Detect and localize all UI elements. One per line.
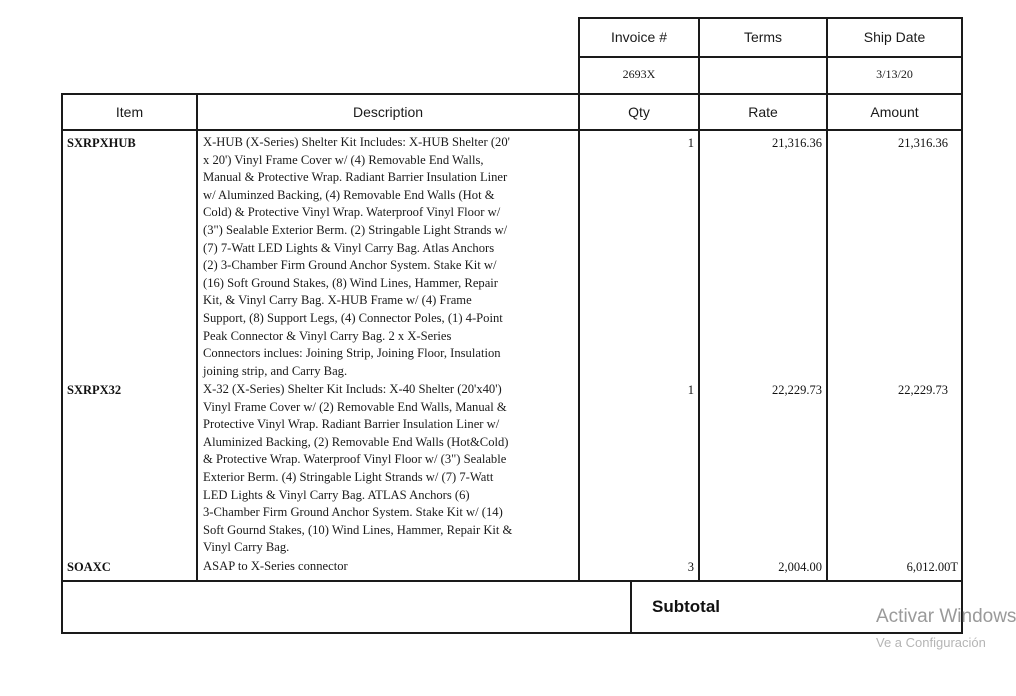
column-header-description: Description [352,104,424,120]
header-divider-2 [826,17,828,582]
row-1-description: X-HUB (X-Series) Shelter Kit Includes: X-HUB Shelter (20' x 20') Vinyl Frame Cover w/ (4) Removable End Walls, Manual & Protective Wrap. Radiant Barrier Insulation Liner w/ Aluminzed Backing, (4) Removable End Walls (Hot & Cold) & Protective Vinyl Wrap. Waterproof Vinyl Floor w/ (3") Sealable Exterior Berm. (2) Stringable Light Strands w/ (7) 7-Watt LED Lights & Vinyl Carry Bag. Atlas Anchors (2) 3-Chamber Firm Ground Anchor System. Stake Kit w/ (16) Soft Ground Stakes, (8) Wind Lines, Hammer, Repair Kit, & Vinyl Carry Bag. X-HUB Frame w/ (4) Frame Support, (8) Support Legs, (4) Connector Poles, (1) 4-Point Peak Connector & Vinyl Carry Bag. 2 x X-Series Connectors inclues: Joining Strip, Joining Floor, Insulation joining strip, and Carry Bag. [203,135,510,378]
table-left-border [61,93,63,634]
activation-watermark-title: Activar Windows [876,606,1016,627]
row-3-qty: 3 [687,560,694,574]
invoice-number-value: 2693X [622,67,656,81]
header-mid-border [578,56,963,58]
row-3-item: SOAXC [67,560,111,574]
invoice-number-label: Invoice # [610,29,668,45]
table-divider-item [196,93,198,582]
column-header-qty: Qty [628,104,650,120]
header-left-border [578,17,580,582]
row-1-qty: 1 [687,136,694,150]
header-right-border [961,17,963,634]
terms-label: Terms [743,29,783,45]
row-1-rate: 21,316.36 [772,136,822,150]
row-3-amount: 6,012.00T [906,560,958,574]
row-3-description: ASAP to X-Series connector [203,559,348,573]
ship-date-value: 3/13/20 [876,67,913,81]
row-1-amount: 21,316.36 [898,136,948,150]
row-2-qty: 1 [687,383,694,397]
activation-watermark-subtitle: Ve a Configuración [876,635,986,650]
row-1-item: SXRPXHUB [67,136,136,150]
ship-date-label: Ship Date [863,29,926,45]
column-header-rate: Rate [748,104,778,120]
table-bottom-border [61,632,963,634]
header-top-border [578,17,963,19]
header-divider-1 [698,17,700,582]
column-header-amount: Amount [870,104,919,120]
subtotal-divider [630,580,632,634]
subtotal-label: Subtotal [652,597,720,616]
row-3-rate: 2,004.00 [778,560,822,574]
row-2-item: SXRPX32 [67,383,122,397]
row-2-description: X-32 (X-Series) Shelter Kit Includs: X-40 Shelter (20'x40') Vinyl Frame Cover w/ (2) Removable End Walls, Manual & Protective Vinyl Wrap. Radiant Barrier Insulation Liner w/ Aluminized Backing, (2) Removable End Walls (Hot&Cold) & Protective Wrap. Waterproof Vinyl Floor w/ (3") Sealable Exterior Berm. (4) Stringable Light Strands w/ (7) 7-Watt LED Lights & Vinyl Carry Bag. ATLAS Anchors (6) 3-Chamber Firm Ground Anchor System. Stake Kit w/ (14) Soft Gournd Stakes, (10) Wind Lines, Hammer, Repair Kit & Vinyl Carry Bag. [203,382,513,555]
row-2-rate: 22,229.73 [772,383,822,397]
row-2-amount: 22,229.73 [898,383,948,397]
column-header-item: Item [115,104,144,120]
